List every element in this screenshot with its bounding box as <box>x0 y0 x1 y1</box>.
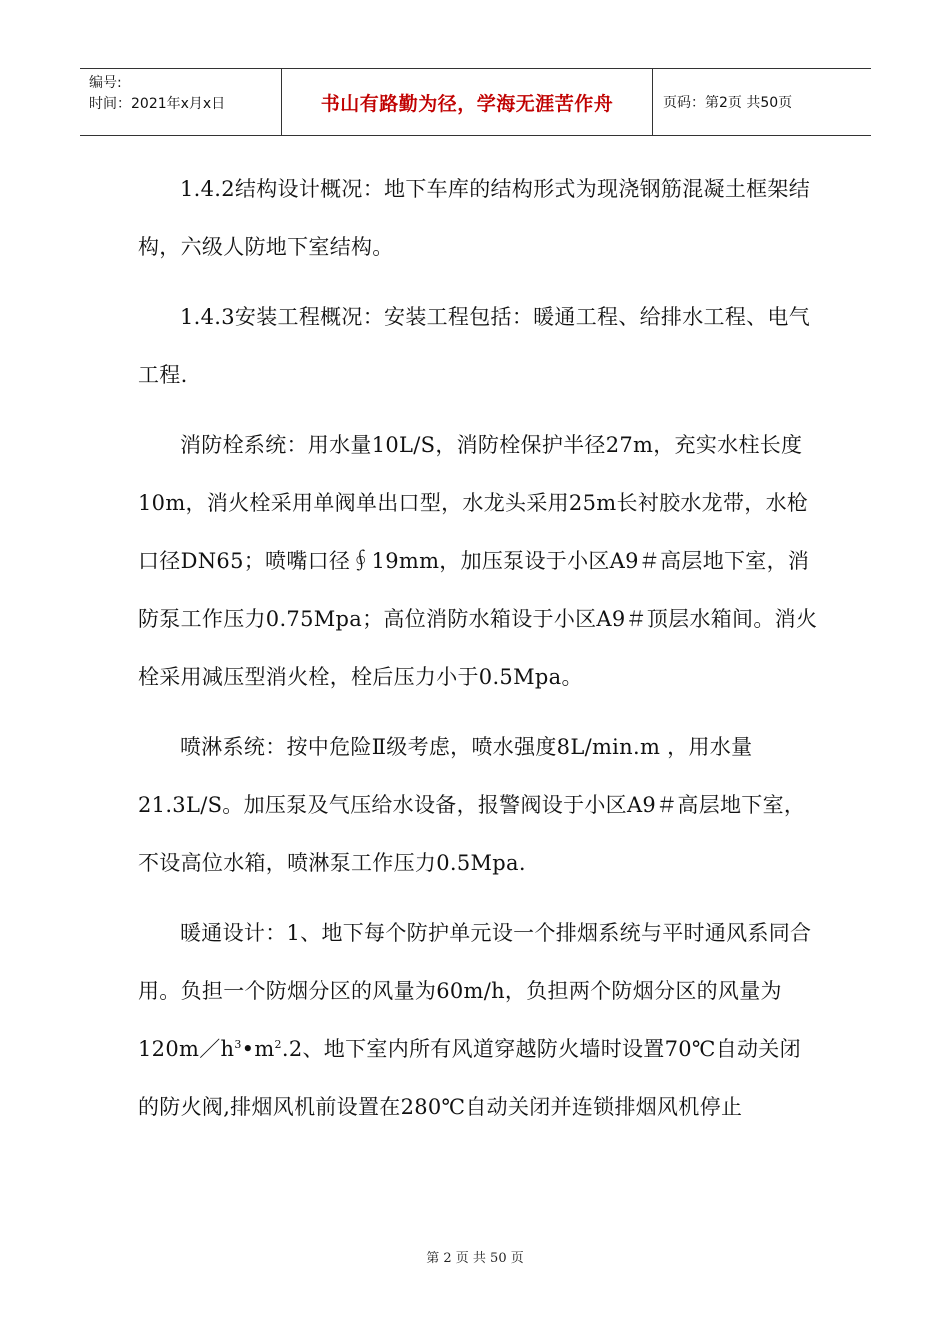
time-label: 时间：2021年x月x日 <box>89 96 226 112</box>
hvac-text-1: 暖通设计：1、地下每个防护单元设一个排烟系统与平时通风系同合用。负担一个防烟分区的风量为60m/h，负担两个防烟分区的风量为120m／h <box>138 921 812 1061</box>
header-page-info: 页码：第2页 共50页 <box>663 95 793 111</box>
paragraph-sprinkler: 喷淋系统：按中危险Ⅱ级考虑，喷水强度8L/min.m ，用水量21.3L/S。加压泵及气压给水设备，报警阀设于小区A9＃高层地下室，不设高位水箱，喷淋泵工作压力0.5Mpa. <box>138 735 806 875</box>
hvac-text-2: •m <box>241 1037 275 1061</box>
paragraph-hydrant: 消防栓系统：用水量10L/S，消防栓保护半径27m，充实水柱长度10m，消火栓采用单阀单出口型，水龙头采用25m长衬胶水龙带，水枪口径DN65；喷嘴口径∮19mm，加压泵设于小区A9＃高层地下室，消防泵工作压力0.75Mpa；高位消防水箱设于小区A9＃顶层水箱间。消火栓采用减压型消火栓，栓后压力小于0.5Mpa。 <box>138 433 818 689</box>
document-body <box>138 160 818 1148</box>
page-footer: 第 2 页 共 50 页 <box>426 1251 524 1266</box>
hvac-sup-2: 2 <box>274 1038 282 1051</box>
number-label: 编号: <box>89 75 122 91</box>
document-header <box>80 68 871 136</box>
paragraph-structure: 1.4.2结构设计概况：地下车库的结构形式为现浇钢筋混凝土框架结构，六级人防地下室结构。 <box>138 177 811 259</box>
hvac-text-3: .2、地下室内所有风道穿越防火墙时设置70℃自动关闭的防火阀,排烟风机前设置在280℃自动关闭并连锁排烟风机停止 <box>138 1037 801 1119</box>
paragraph-installation: 1.4.3安装工程概况：安装工程包括：暖通工程、给排水工程、电气工程. <box>138 305 811 387</box>
header-motto: 书山有路勤为径，学海无涯苦作舟 <box>282 69 653 135</box>
hvac-sup-1: 3 <box>234 1038 242 1051</box>
header-meta-cell <box>80 69 282 135</box>
paragraph-hvac <box>138 904 818 1136</box>
